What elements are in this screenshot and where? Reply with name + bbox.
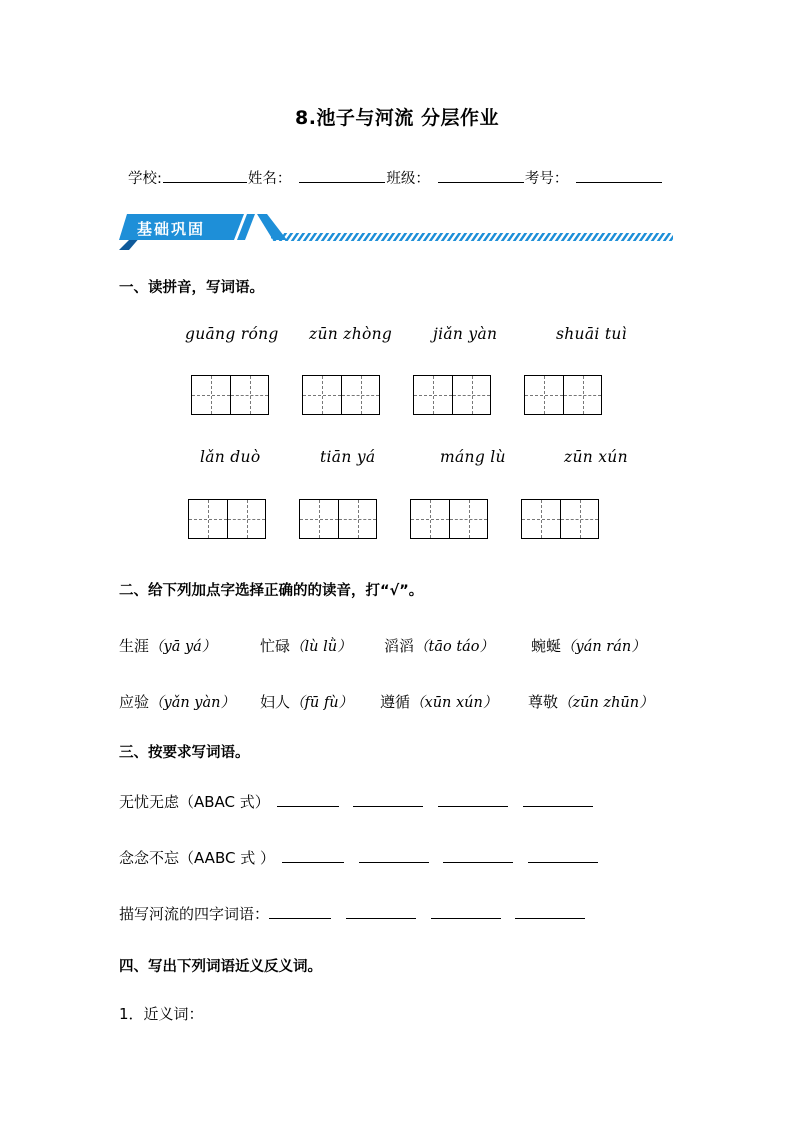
choice-word: 遵循 bbox=[380, 693, 411, 711]
answer-blank[interactable] bbox=[353, 793, 423, 807]
class-blank[interactable] bbox=[438, 168, 524, 183]
answer-blank[interactable] bbox=[359, 849, 429, 863]
tian-grid-2[interactable] bbox=[302, 375, 380, 415]
word-task-label: 念念不忘（AABC 式 ） bbox=[119, 849, 275, 867]
tian-grid-6[interactable] bbox=[299, 499, 377, 539]
school-label: 学校: bbox=[128, 171, 162, 187]
banner-hatch bbox=[271, 233, 673, 241]
choice-4 bbox=[531, 635, 646, 656]
choice-pinyin[interactable]: （zūn zhūn） bbox=[558, 695, 654, 711]
answer-blank[interactable] bbox=[431, 905, 501, 919]
synonym-label: 1．近义词： bbox=[119, 1005, 204, 1023]
answer-blank[interactable] bbox=[269, 905, 331, 919]
class-label: 班级： bbox=[386, 171, 430, 187]
word-task-2 bbox=[119, 847, 598, 868]
section4-heading: 四、写出下列词语近义反义词。 bbox=[119, 959, 322, 975]
section3-heading: 三、按要求写词语。 bbox=[119, 745, 250, 761]
pinyin-3: jiǎn yàn bbox=[433, 325, 498, 343]
word-task-3 bbox=[119, 903, 585, 924]
word-task-label: 无忧无虑（ABAC 式） bbox=[119, 793, 270, 811]
tian-grid-1[interactable] bbox=[191, 375, 269, 415]
tian-grid-4[interactable] bbox=[524, 375, 602, 415]
choice-word: 蜿蜒 bbox=[531, 637, 562, 655]
choice-5 bbox=[119, 691, 235, 712]
choice-word: 忙碌 bbox=[260, 637, 291, 655]
choice-word: 生涯 bbox=[119, 637, 150, 655]
name-label: 姓名： bbox=[247, 171, 292, 187]
answer-blank[interactable] bbox=[277, 793, 339, 807]
answer-blank[interactable] bbox=[282, 849, 344, 863]
tian-grid-7[interactable] bbox=[410, 499, 488, 539]
choice-1 bbox=[119, 635, 216, 656]
section2-heading: 二、给下列加点字选择正确的的读音，打“√”。 bbox=[119, 583, 424, 599]
answer-blank[interactable] bbox=[443, 849, 513, 863]
choice-pinyin[interactable]: （tāo táo） bbox=[414, 639, 495, 655]
choice-pinyin[interactable]: （yǎn yàn） bbox=[149, 695, 235, 711]
tian-grid-3[interactable] bbox=[413, 375, 491, 415]
choice-word: 妇人 bbox=[260, 693, 291, 711]
pinyin-7: máng lù bbox=[440, 448, 506, 466]
choice-3 bbox=[384, 635, 494, 656]
student-info-row bbox=[128, 167, 663, 188]
choice-pinyin[interactable]: （lù lǜ） bbox=[290, 639, 352, 655]
exam-no-label: 考号： bbox=[524, 171, 569, 187]
choice-word: 应验 bbox=[119, 693, 150, 711]
pinyin-1: guāng róng bbox=[185, 325, 279, 343]
choice-pinyin[interactable]: （fū fù） bbox=[290, 695, 354, 711]
choice-pinyin[interactable]: （yán rán） bbox=[561, 639, 646, 655]
name-blank[interactable] bbox=[299, 168, 385, 183]
answer-blank[interactable] bbox=[528, 849, 598, 863]
choice-7 bbox=[380, 691, 497, 712]
answer-blank[interactable] bbox=[515, 905, 585, 919]
pinyin-2: zūn zhòng bbox=[309, 325, 393, 343]
choice-pinyin[interactable]: （xūn xún） bbox=[410, 695, 498, 711]
answer-blank[interactable] bbox=[438, 793, 508, 807]
exam-no-blank[interactable] bbox=[576, 168, 662, 183]
pinyin-4: shuāi tuì bbox=[556, 325, 627, 343]
choice-word: 滔滔 bbox=[384, 637, 415, 655]
word-task-label: 描写河流的四字词语： bbox=[119, 905, 270, 923]
tian-grid-5[interactable] bbox=[188, 499, 266, 539]
word-task-1 bbox=[119, 791, 593, 812]
choice-pinyin[interactable]: （yā yá） bbox=[149, 639, 217, 655]
choice-word: 尊敬 bbox=[528, 693, 559, 711]
answer-blank[interactable] bbox=[346, 905, 416, 919]
pinyin-5: lǎn duò bbox=[200, 448, 261, 466]
school-blank[interactable] bbox=[163, 168, 247, 183]
tian-grid-8[interactable] bbox=[521, 499, 599, 539]
pinyin-6: tiān yá bbox=[320, 448, 376, 466]
banner-label: 基础巩固 bbox=[137, 220, 206, 238]
pinyin-8: zūn xún bbox=[564, 448, 628, 466]
section1-heading: 一、读拼音，写词语。 bbox=[119, 280, 264, 296]
page-title: 8.池子与河流 分层作业 bbox=[294, 107, 500, 129]
choice-2 bbox=[260, 635, 352, 656]
answer-blank[interactable] bbox=[523, 793, 593, 807]
choice-8 bbox=[528, 691, 654, 712]
choice-6 bbox=[260, 691, 353, 712]
